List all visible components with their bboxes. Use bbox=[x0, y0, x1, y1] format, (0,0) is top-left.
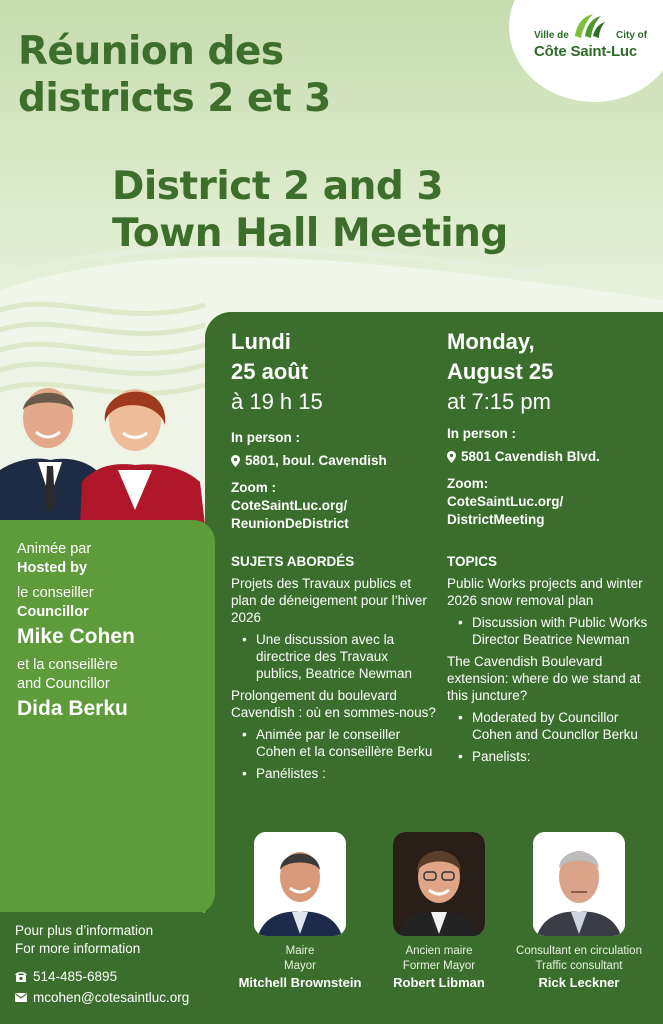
location-pin-icon bbox=[447, 451, 456, 463]
fr-zoom-url-1[interactable]: CoteSaintLuc.org/ bbox=[231, 498, 348, 513]
logo-name: Côte Saint-Luc bbox=[534, 43, 638, 60]
en-address-row bbox=[447, 448, 652, 466]
portrait-icon bbox=[533, 832, 625, 936]
fr-zoom-label: Zoom : bbox=[231, 480, 276, 495]
en-topic1-bullet: • Discussion with Public Works Director Beatrice Newman bbox=[457, 614, 652, 648]
host2-title-en: and Councillor bbox=[17, 676, 110, 692]
host1-title-fr: le conseiller bbox=[17, 585, 94, 601]
panelist-name: Mitchell Brownstein bbox=[238, 975, 362, 990]
fr-address: 5801, boul. Cavendish bbox=[245, 453, 387, 468]
title-fr-line2: districts 2 et 3 bbox=[18, 76, 331, 121]
fr-date: 25 août bbox=[231, 359, 309, 384]
portrait-icon bbox=[393, 832, 485, 936]
host2-name: Dida Berku bbox=[17, 697, 128, 720]
host1-title-en: Councillor bbox=[17, 604, 89, 620]
fr-topic2-list bbox=[241, 726, 436, 782]
en-day: Monday, bbox=[447, 329, 535, 354]
title-english bbox=[112, 163, 642, 257]
title-fr-line1: Réunion des bbox=[18, 29, 284, 74]
en-topic1: Public Works projects and winter 2026 snow removal plan bbox=[447, 576, 643, 608]
panelist-card bbox=[504, 832, 654, 992]
contact-phone-row[interactable] bbox=[15, 966, 220, 987]
contact-email-row[interactable] bbox=[15, 987, 220, 1008]
fr-topic1: Projets des Travaux publics et plan de déneigement pour l’hiver 2026 bbox=[231, 576, 427, 625]
en-zoom-url-1[interactable]: CoteSaintLuc.org/ bbox=[447, 494, 564, 509]
en-date: August 25 bbox=[447, 359, 554, 384]
contact-email[interactable]: mcohen@cotesaintluc.org bbox=[33, 990, 190, 1005]
logo-leaf-icon bbox=[571, 12, 607, 40]
panelist-photo bbox=[533, 832, 625, 936]
fr-topic2-bullet2: • Panélistes : bbox=[241, 765, 436, 782]
panelist-card bbox=[225, 832, 375, 992]
english-column bbox=[447, 327, 652, 765]
en-time: at 7:15 pm bbox=[447, 389, 551, 414]
hosts-photo bbox=[0, 370, 205, 525]
en-zoom-label: Zoom: bbox=[447, 476, 489, 491]
fr-topic1-bullet: • Une discussion avec la directrice des Travaux publics, Beatrice Newman bbox=[241, 631, 436, 682]
fr-zoom-url-2[interactable]: ReunionDeDistrict bbox=[231, 516, 349, 531]
en-address: 5801 Cavendish Blvd. bbox=[461, 449, 600, 464]
panelist-role-en: Mayor bbox=[284, 960, 316, 972]
host1-name: Mike Cohen bbox=[17, 625, 135, 648]
en-topic2-list bbox=[457, 709, 652, 765]
en-in-person-label: In person : bbox=[447, 426, 517, 441]
panelist-role-fr: Maire bbox=[285, 945, 315, 957]
phone-icon bbox=[15, 971, 27, 982]
fr-address-row bbox=[231, 452, 436, 470]
title-french bbox=[18, 28, 478, 122]
panelist-role-fr: Ancien maire bbox=[405, 945, 473, 957]
host2-title-fr: et la conseillère bbox=[17, 657, 118, 673]
panelist-name: Robert Libman bbox=[393, 975, 485, 990]
fr-topic1-list bbox=[241, 631, 436, 682]
panelist-photo bbox=[254, 832, 346, 936]
title-en-line2: Town Hall Meeting bbox=[112, 211, 508, 256]
portrait-icon bbox=[254, 832, 346, 936]
en-zoom-url-2[interactable]: DistrictMeeting bbox=[447, 512, 545, 527]
fr-in-person-label: In person : bbox=[231, 430, 301, 445]
logo-prefix-en: City of bbox=[616, 30, 648, 41]
en-topic2-bullet2: • Panelists: bbox=[457, 748, 652, 765]
hosts-intro-en: Hosted by bbox=[17, 560, 88, 576]
en-topic2: The Cavendish Boulevard extension: where do we stand at this juncture? bbox=[447, 654, 641, 703]
fr-time: à 19 h 15 bbox=[231, 389, 323, 414]
mail-icon bbox=[15, 993, 27, 1002]
logo-prefix-fr: Ville de bbox=[534, 30, 569, 41]
panelist-role-en: Traffic consultant bbox=[535, 960, 623, 972]
fr-topic2: Prolongement du boulevard Cavendish : où en sommes-nous? bbox=[231, 688, 436, 720]
contact-phone[interactable]: 514-485-6895 bbox=[33, 969, 118, 984]
panelist-photo bbox=[393, 832, 485, 936]
hosts-info bbox=[17, 540, 207, 728]
panelist-role-fr: Consultant en circulation bbox=[516, 945, 642, 957]
en-topics-heading: TOPICS bbox=[447, 554, 498, 569]
title-en-line1: District 2 and 3 bbox=[112, 164, 443, 209]
location-pin-icon bbox=[231, 455, 240, 467]
panelist-card bbox=[364, 832, 514, 992]
panelist-role-en: Former Mayor bbox=[402, 960, 476, 972]
fr-day: Lundi bbox=[231, 329, 291, 354]
fr-topics-heading: SUJETS ABORDÉS bbox=[231, 554, 355, 569]
fr-topic2-bullet1: • Animée par le conseiller Cohen et la conseillère Berku bbox=[241, 726, 436, 760]
panelist-name: Rick Leckner bbox=[538, 975, 620, 990]
hosts-intro-fr: Animée par bbox=[17, 541, 92, 557]
en-topic1-list bbox=[457, 614, 652, 648]
contact-line-en: For more information bbox=[15, 941, 141, 956]
en-topic2-bullet1: • Moderated by Councillor Cohen and Councllor Berku bbox=[457, 709, 652, 743]
contact-info bbox=[15, 922, 220, 1008]
french-column bbox=[231, 327, 436, 782]
contact-line-fr: Pour plus d’information bbox=[15, 923, 154, 938]
